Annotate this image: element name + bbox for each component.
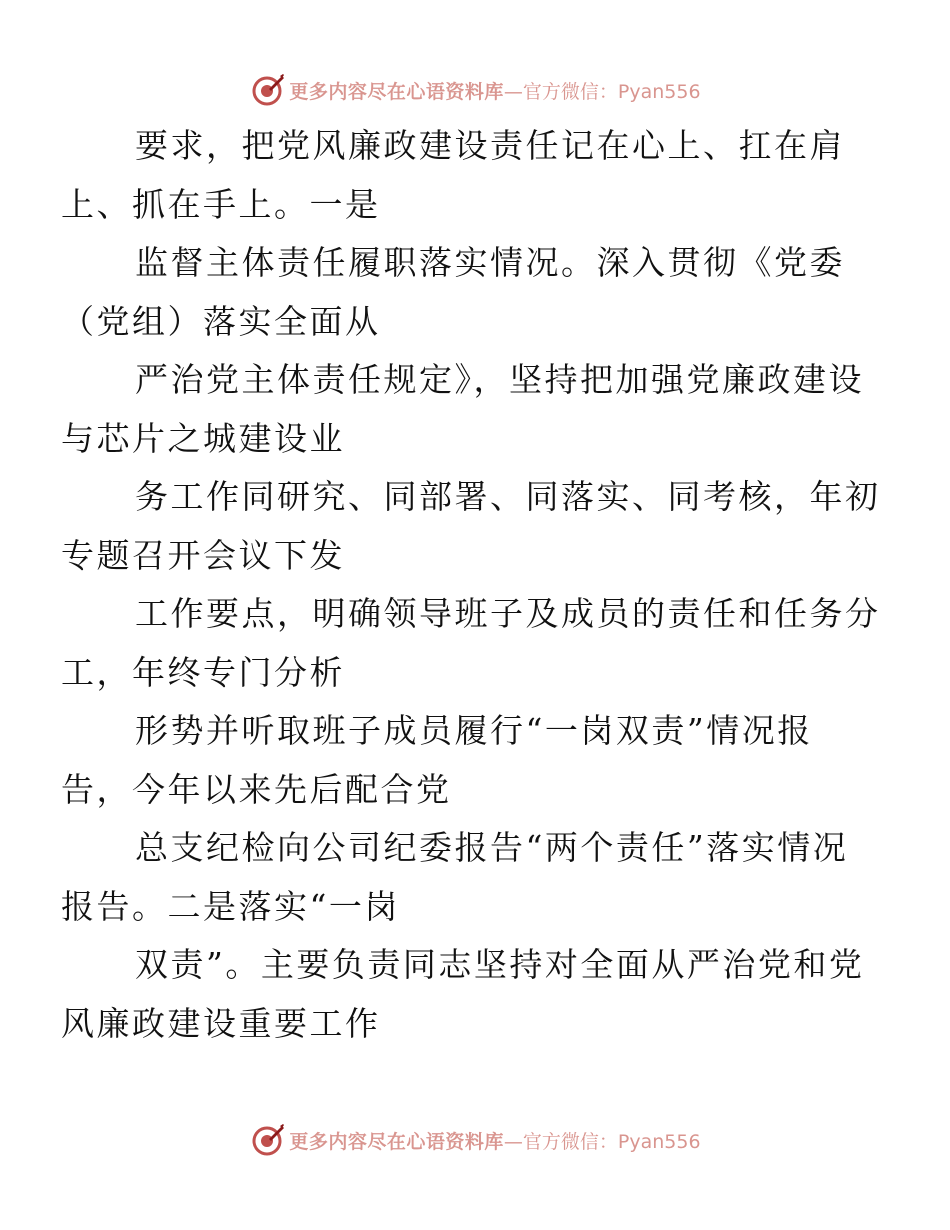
paragraph-7-line-2: 报告。二是落实“一岗 xyxy=(61,886,400,926)
watermark-main-text: 更多内容尽在心语资料库 xyxy=(289,1130,504,1153)
pen-circle-logo-icon xyxy=(249,72,285,108)
paragraph-6-line-2: 告，今年以来先后配合党 xyxy=(61,769,452,809)
paragraph-5-line-2: 工，年终专门分析 xyxy=(61,652,345,692)
paragraph-3-line-2: 与芯片之城建设业 xyxy=(61,418,345,458)
paragraph-7 xyxy=(61,819,858,936)
paragraph-5 xyxy=(61,585,881,702)
document-body xyxy=(61,117,881,1053)
paragraph-4-line-1: 务工作同研究、同部署、同落实、同考核，年初 xyxy=(135,477,881,516)
paragraph-3 xyxy=(61,351,864,468)
watermark-main-text: 更多内容尽在心语资料库 xyxy=(289,80,504,103)
pen-circle-logo-icon xyxy=(249,1122,285,1158)
paragraph-2-line-2: （党组）落实全面从 xyxy=(61,301,381,341)
paragraph-2-line-1: 监督主体责任履职落实情况。深入贯彻《党委 xyxy=(135,243,845,282)
paragraph-5-line-1: 工作要点，明确领导班子及成员的责任和任务分 xyxy=(135,594,881,633)
paragraph-6 xyxy=(61,702,858,819)
paragraph-4 xyxy=(61,468,881,585)
paragraph-6-line-1: 形势并听取班子成员履行“一岗双责”情况报 xyxy=(135,711,813,750)
paragraph-2 xyxy=(61,234,858,351)
paragraph-1 xyxy=(61,117,858,234)
watermark-sub-text: —官方微信：Pyan556 xyxy=(503,80,701,103)
header-watermark xyxy=(0,70,950,110)
paragraph-7-line-1: 总支纪检向公司纪委报告“两个责任”落实情况 xyxy=(135,828,849,867)
watermark-sub-text: —官方微信：Pyan556 xyxy=(503,1130,701,1153)
paragraph-8-line-1: 双责”。主要负责同志坚持对全面从严治党和党 xyxy=(135,945,865,984)
paragraph-1-line-1: 要求，把党风廉政建设责任记在心上、扛在肩 xyxy=(135,126,845,165)
paragraph-3-line-1: 严治党主体责任规定》，坚持把加强党廉政建设 xyxy=(135,360,864,399)
paragraph-8 xyxy=(61,936,865,1053)
paragraph-4-line-2: 专题召开会议下发 xyxy=(61,535,345,575)
footer-watermark xyxy=(0,1120,950,1160)
paragraph-1-line-2: 上、抓在手上。一是 xyxy=(61,184,381,224)
paragraph-8-line-2: 风廉政建设重要工作 xyxy=(61,1003,381,1043)
